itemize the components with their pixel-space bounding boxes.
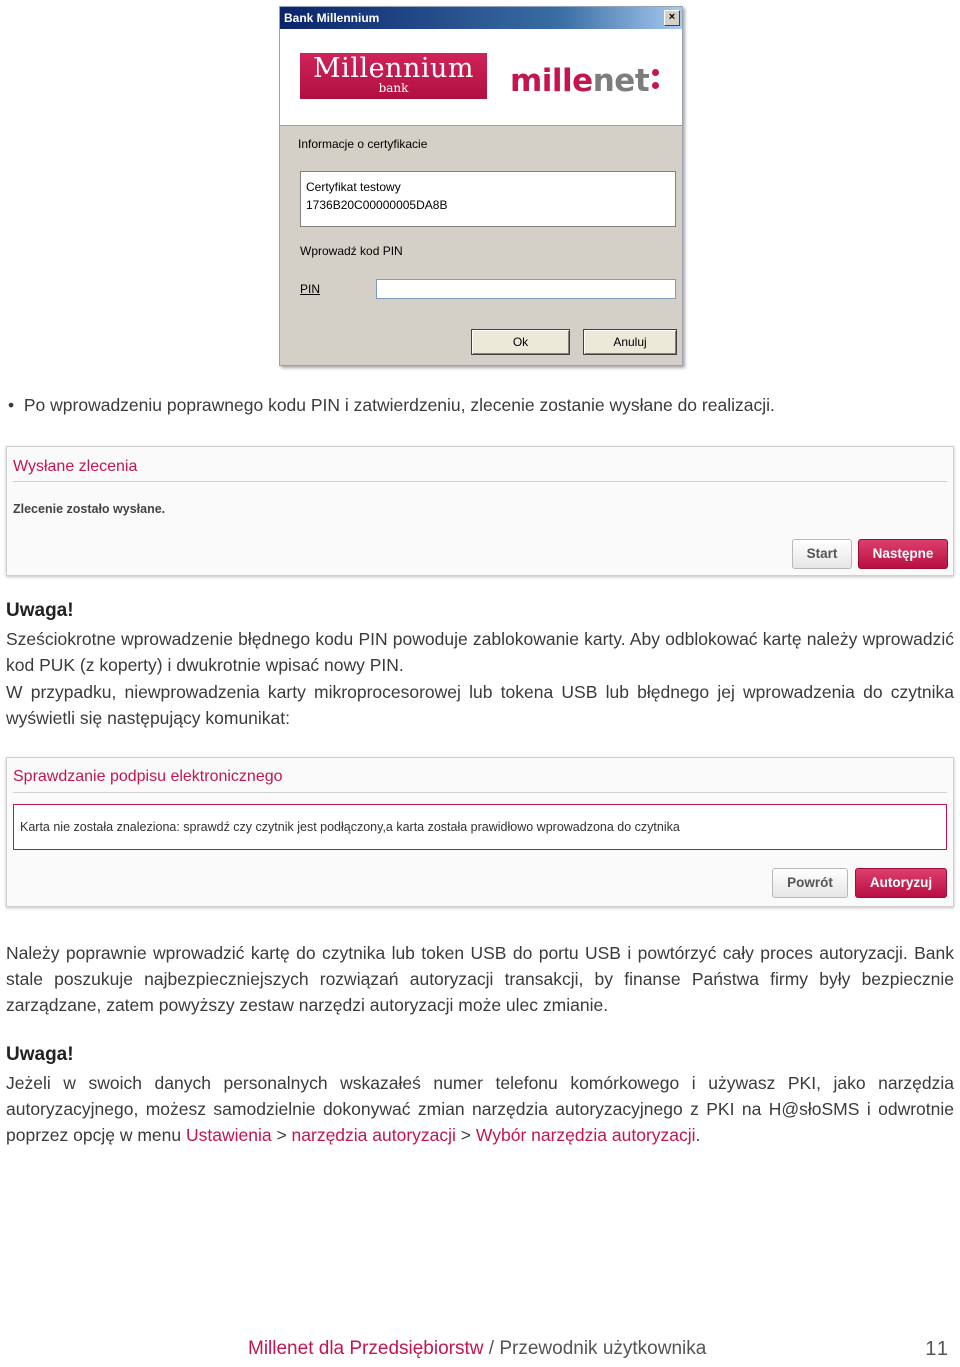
panel-divider: [13, 481, 947, 482]
footer-brand: Millenet dla Przedsiębiorstw: [248, 1338, 484, 1359]
sent-orders-panel: [6, 446, 954, 576]
certificate-info-box: [300, 171, 676, 227]
millenet-dots-icon: [652, 63, 660, 91]
start-button[interactable]: Start: [792, 539, 852, 569]
panel-divider: [13, 792, 947, 793]
warning-paragraph-1: Sześciokrotne wprowadzenie błędnego kodu PIN powoduje zablokowanie karty. Aby odblokować kartę należy wprowadzić kod PUK (z koperty) i dwukrotnie wpisać nowy PIN.: [6, 629, 954, 675]
bullet-text: Po wprowadzeniu poprawnego kodu PIN i zatwierdzeniu, zlecenie zostanie wysłane do realizacji.: [23, 395, 775, 415]
back-button[interactable]: Powrót: [772, 868, 848, 898]
page-number: 11: [925, 1338, 950, 1360]
panel-title: Wysłane zlecenia: [13, 458, 138, 475]
pin-prompt: Wprowadź kod PIN: [300, 244, 403, 258]
error-message: Karta nie została znaleziona: sprawdź czy czytnik jest podłączony,a karta została prawidłowo wprowadzona do czytnika: [13, 804, 947, 850]
info-paragraph: Należy poprawnie wprowadzić kartę do czytnika lub token USB do portu USB i powtórzyć cały proces autoryzacji. Bank stale poszukuje najbezpieczniejszych rozwiązań autoryzacji transakcji, by finanse Państwa firmy były bezpiecznie zarządzane, zatem powyższy zestaw narzędzi autoryzacji może ulec zmianie.: [6, 943, 954, 1015]
bullet-glyph: •: [8, 395, 15, 415]
dialog-title: Bank Millennium: [284, 11, 380, 25]
signature-check-panel: [6, 757, 954, 907]
warning-heading: Uwaga!: [6, 600, 74, 621]
bullet-item: [8, 392, 956, 418]
dialog-titlebar: [280, 7, 682, 29]
authorize-button[interactable]: Autoryzuj: [855, 868, 947, 898]
warning-paragraph-3: Jeżeli w swoich danych personalnych wskazałeś numer telefonu komórkowego i używasz PKI, jako narzędzia autoryzacyjnego, możesz samodzielnie dokonywać zmian narzędzia autoryzacyjnego z PKI na H@słoSMS i odwrotnie poprzez opcję w menu Ustawienia > narzędzia autoryzacji > Wybór narzędzia autoryzacji.: [6, 1073, 954, 1145]
cancel-button[interactable]: Anuluj: [583, 329, 677, 355]
next-button[interactable]: Następne: [858, 539, 948, 569]
pin-dialog: [279, 6, 683, 366]
panel-title: Sprawdzanie podpisu elektronicznego: [13, 768, 283, 785]
warning-heading-2: Uwaga!: [6, 1044, 74, 1065]
millennium-logo: Millennium bank: [300, 53, 487, 99]
millenet-logo: millenet: [510, 63, 660, 99]
close-icon[interactable]: ×: [664, 10, 680, 26]
pin-label: PIN: [300, 282, 321, 296]
page-footer: Millenet dla Przedsiębiorstw / Przewodnik użytkownika: [248, 1338, 707, 1359]
link-choose-authorization-tool[interactable]: Wybór narzędzia autoryzacji: [475, 1125, 696, 1145]
link-settings[interactable]: Ustawienia: [185, 1125, 272, 1145]
certificate-serial: 1736B20C00000005DA8B: [306, 198, 448, 212]
certificate-section-label: Informacje o certyfikacie: [298, 137, 428, 151]
link-authorization-tools[interactable]: narzędzia autoryzacji: [291, 1125, 456, 1145]
dialog-banner: [280, 29, 682, 126]
sent-message: Zlecenie zostało wysłane.: [13, 502, 166, 516]
certificate-name: Certyfikat testowy: [306, 180, 401, 194]
footer-guide: Przewodnik użytkownika: [499, 1338, 707, 1359]
pin-input[interactable]: [376, 279, 676, 299]
ok-button[interactable]: Ok: [471, 329, 570, 355]
warning-paragraph-2: W przypadku, niewprowadzenia karty mikroprocesorowej lub tokena USB lub błędnego jej wprowadzenia do czytnika wyświetli się następujący komunikat:: [6, 682, 954, 728]
